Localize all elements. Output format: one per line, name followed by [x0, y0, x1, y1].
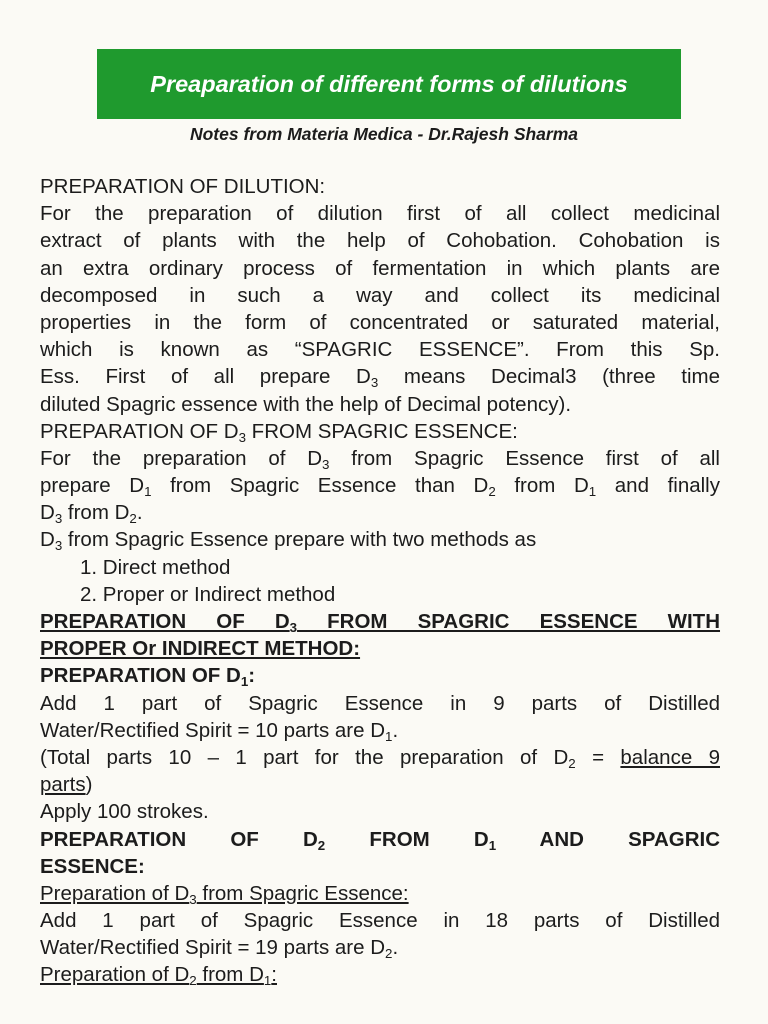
paragraph-line: decomposed in such a way and collect its medicinal: [40, 283, 720, 307]
paragraph-line: $D_3$ from $D_2$.: [40, 501, 143, 527]
paragraph-line: Water/Rectified Spirit = 19 parts are $D_2$.: [40, 936, 399, 962]
paragraph-line: Add 1 part of Spagric Essence in 9 parts of Distilled: [40, 691, 720, 715]
subheading-d2-from-d1: Preparation of $D_2$ from $D_1$:: [40, 963, 277, 989]
heading-preparation-of-d3: PREPARATION OF $D_3$ FROM SPAGRIC ESSENCE:: [40, 419, 518, 445]
paragraph-line: extract of plants with the help of Cohobation. Cohobation is: [40, 229, 720, 253]
heading-preparation-of-dilution: PREPARATION OF DILUTION:: [40, 175, 326, 198]
document-body: [40, 173, 720, 989]
paragraph-line: which is known as “SPAGRIC ESSENCE”. From this Sp.: [40, 338, 720, 362]
heading-proper-method: PREPARATION OF $D_3$ FROM SPAGRIC ESSENCE WITH: [40, 610, 721, 635]
page-title: Preaparation of different forms of dilutions: [150, 70, 628, 97]
paragraph-line: diluted Spagric essence with the help of Decimal potency).: [40, 392, 572, 416]
paragraph-line: properties in the form of concentrated or saturated material,: [40, 310, 720, 334]
paragraph-line: (Total parts 10 – 1 part for the preparation of $D_2$ = balance 9: [40, 745, 720, 771]
subtitle: Notes from Materia Medica - Dr.Rajesh Sharma: [189, 124, 579, 144]
heading-preparation-of-d2: PREPARATION OF $D_2$ FROM $D_1$ AND SPAGRIC: [40, 827, 721, 853]
heading-proper-method-2: PROPER Or INDIRECT METHOD:: [40, 637, 361, 661]
paragraph-line: an extra ordinary process of fermentation in which plants are: [40, 256, 720, 280]
paragraph-line: $D_3$ from Spagric Essence prepare with two methods as: [40, 528, 537, 554]
heading-preparation-of-d1: PREPARATION OF $D_1$:: [40, 664, 256, 690]
paragraph-line: prepare $D_1$ from Spagric Essence than $D_2$ from $D_1$ and finally: [40, 474, 720, 500]
paragraph-line: Apply 100 strokes.: [40, 800, 209, 824]
heading-preparation-of-d2-2: ESSENCE:: [40, 854, 145, 878]
list-item: 2. Proper or Indirect method: [80, 582, 336, 606]
paragraph-line: For the preparation of $D_3$ from Spagric Essence first of all: [40, 446, 720, 472]
paragraph-line: Ess. First of all prepare $D_3$ means Decimal3 (three time: [40, 365, 720, 391]
title-banner: [97, 49, 681, 119]
paragraph-line: Add 1 part of Spagric Essence in 18 parts of Distilled: [40, 909, 720, 933]
paragraph-line: For the preparation of dilution first of all collect medicinal: [40, 202, 720, 226]
paragraph-line: parts): [40, 773, 93, 797]
subheading-d3-from-essence: Preparation of $D_3$ from Spagric Essence:: [40, 881, 409, 907]
list-item: 1. Direct method: [80, 555, 231, 579]
paragraph-line: Water/Rectified Spirit = 10 parts are $D_1$.: [40, 718, 399, 744]
